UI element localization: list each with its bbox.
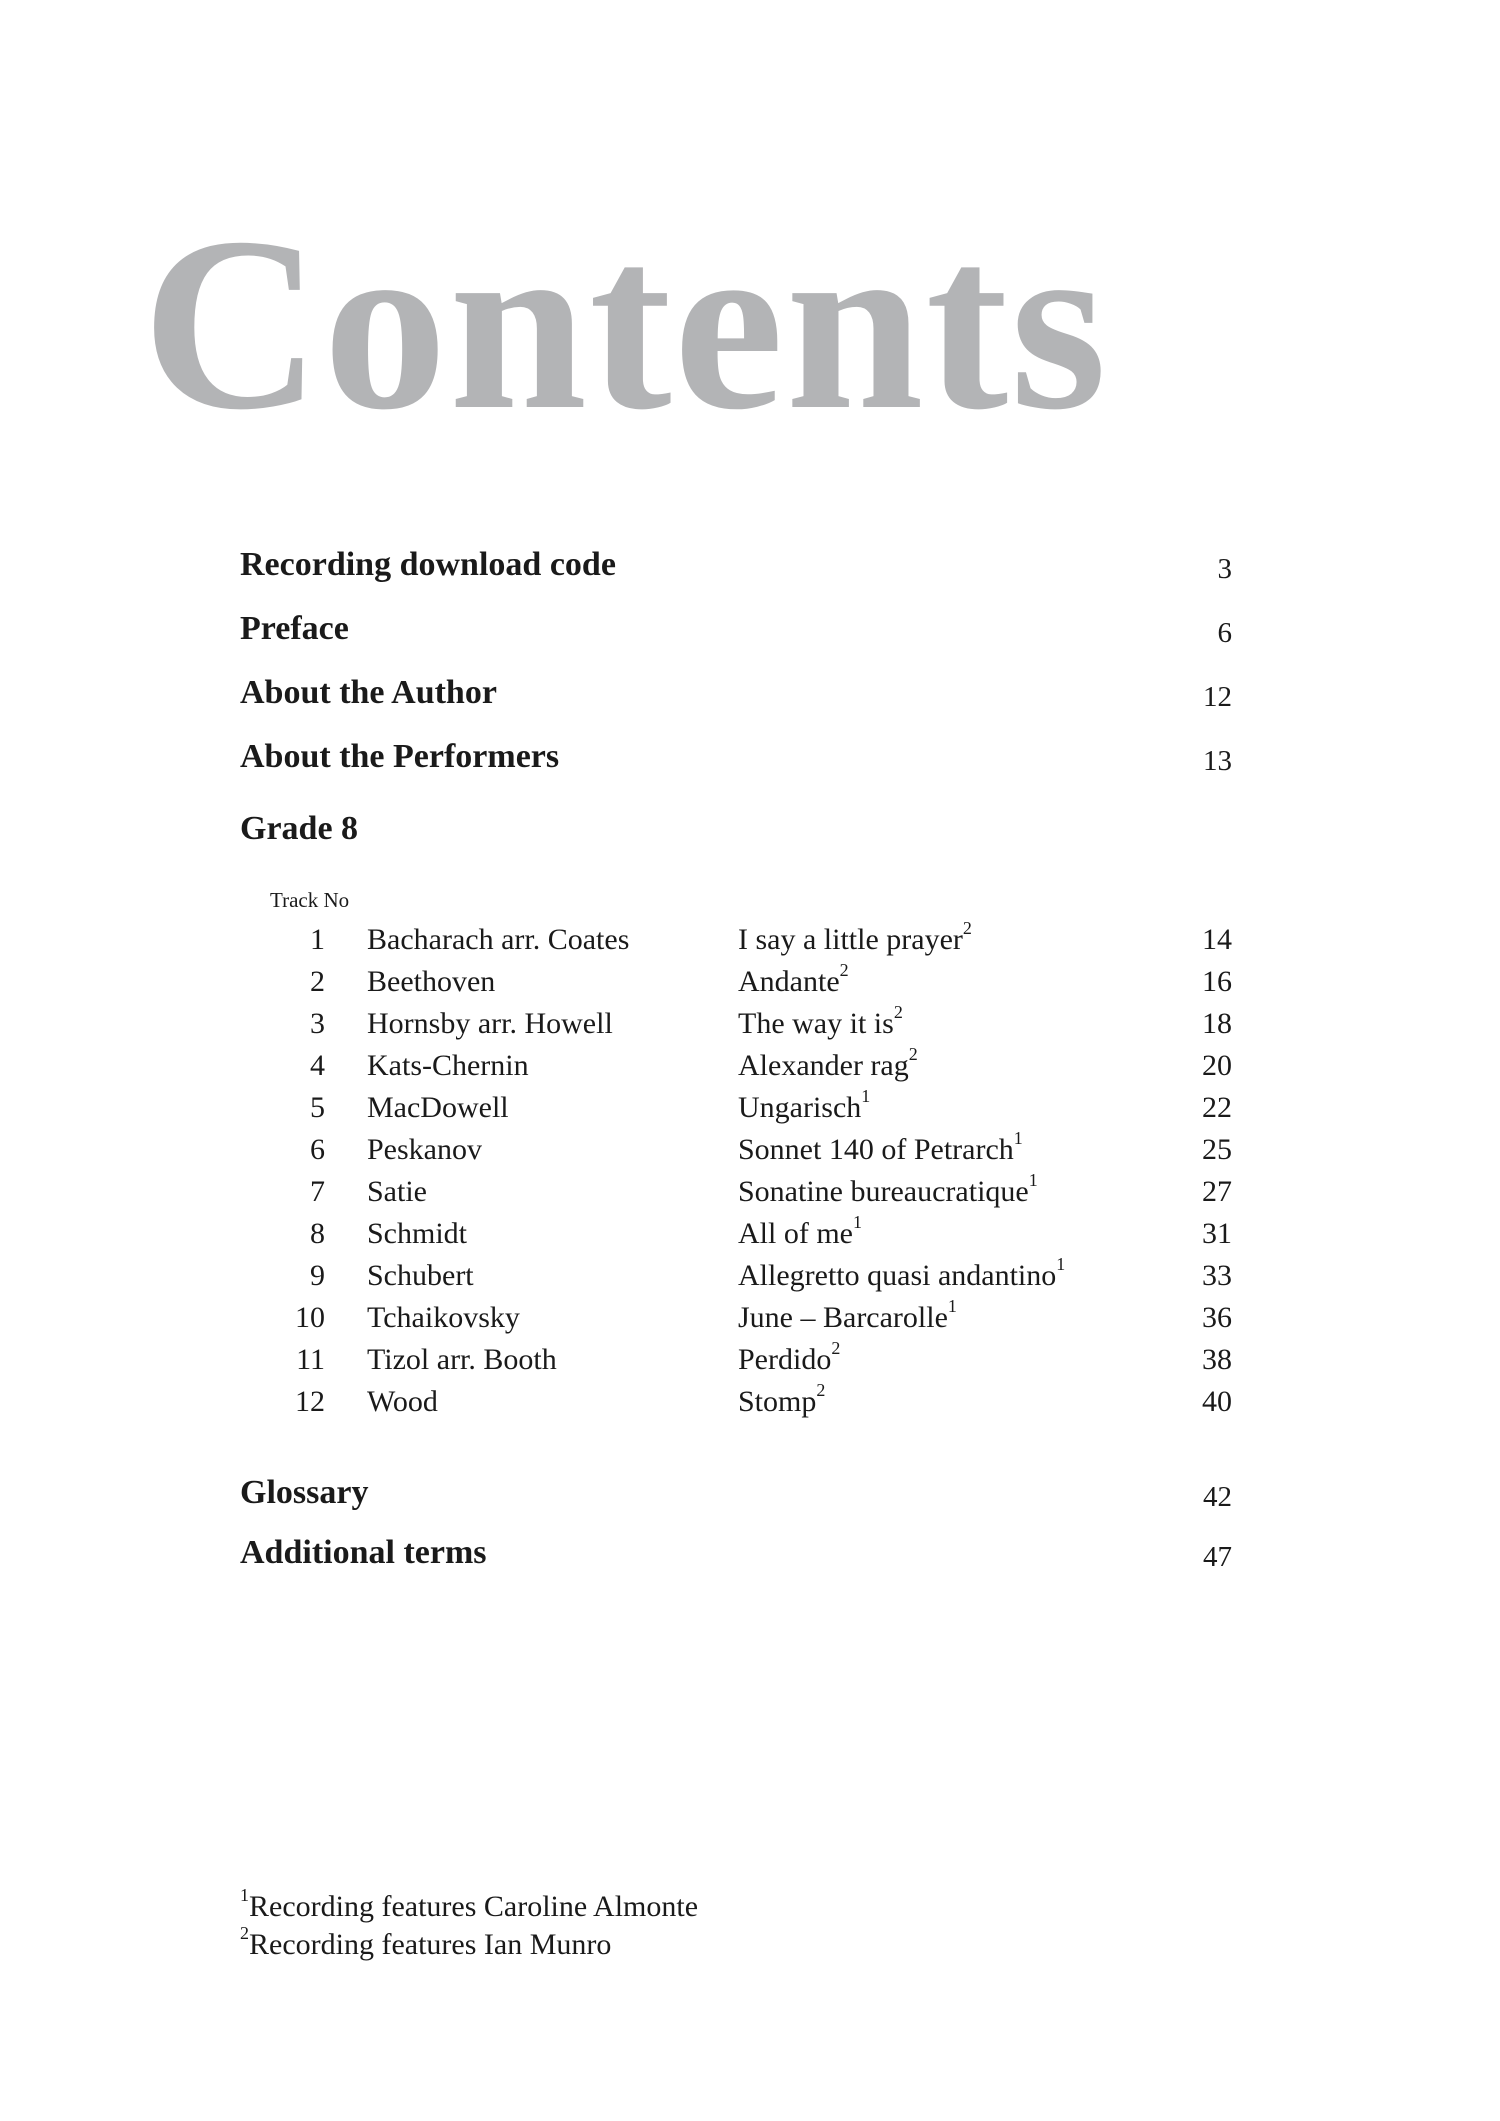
track-piece: [738, 1214, 862, 1254]
track-piece: [738, 1046, 918, 1086]
track-composer: Bacharach arr. Coates: [367, 923, 630, 956]
track-piece: [738, 1340, 840, 1380]
track-composer: Schubert: [367, 1259, 474, 1292]
track-piece-title: Sonatine bureaucratique: [738, 1175, 1029, 1208]
track-page: 36: [1202, 1301, 1232, 1334]
toc-entry-label: Glossary: [240, 1474, 369, 1511]
track-number: 7: [310, 1175, 325, 1208]
track-row[interactable]: [240, 1340, 1232, 1380]
toc-entry-page: 13: [1203, 745, 1232, 777]
track-row[interactable]: [240, 962, 1232, 1002]
track-number: 3: [310, 1007, 325, 1040]
track-composer: Hornsby arr. Howell: [367, 1007, 613, 1040]
toc-entry-additional-terms[interactable]: [240, 1528, 1232, 1578]
track-composer: Wood: [367, 1385, 438, 1418]
track-number: 10: [295, 1301, 325, 1334]
track-piece-title: I say a little prayer: [738, 923, 963, 956]
track-page: 31: [1202, 1217, 1232, 1250]
track-composer: Tizol arr. Booth: [367, 1343, 557, 1376]
toc-entry-page: 12: [1203, 681, 1232, 713]
footnote-marker: 1: [1013, 1128, 1023, 1148]
track-row[interactable]: [240, 1214, 1232, 1254]
toc-entry-page: 6: [1217, 617, 1232, 649]
track-number: 12: [295, 1385, 325, 1418]
track-row[interactable]: [240, 1046, 1232, 1086]
track-page: 16: [1202, 965, 1232, 998]
track-piece: [738, 1256, 1065, 1296]
track-page: 14: [1202, 923, 1232, 956]
track-number: 2: [310, 965, 325, 998]
footnote-marker: 2: [908, 1044, 918, 1064]
track-number: 9: [310, 1259, 325, 1292]
track-row[interactable]: [240, 1382, 1232, 1422]
track-row[interactable]: [240, 1298, 1232, 1338]
footnotes: [240, 1885, 699, 1964]
track-row[interactable]: [240, 1004, 1232, 1044]
footnote-marker: 1: [1028, 1170, 1038, 1190]
track-piece-title: Stomp: [738, 1385, 817, 1418]
track-piece-title: Alexander rag: [738, 1049, 909, 1082]
grade-heading: [240, 804, 1232, 854]
track-piece: [738, 1382, 825, 1422]
track-piece-title: Andante: [738, 965, 840, 998]
track-page: 38: [1202, 1343, 1232, 1376]
footnote-marker: 2: [839, 960, 849, 980]
track-page: 18: [1202, 1007, 1232, 1040]
track-composer: Peskanov: [367, 1133, 482, 1166]
track-piece: [738, 1004, 903, 1044]
track-piece-title: The way it is: [738, 1007, 894, 1040]
toc-entry-label: Preface: [240, 610, 349, 647]
track-piece-title: June – Barcarolle: [738, 1301, 948, 1334]
track-number: 5: [310, 1091, 325, 1124]
track-row[interactable]: [240, 1130, 1232, 1170]
track-composer: MacDowell: [367, 1091, 509, 1124]
track-piece: [738, 1172, 1038, 1212]
track-piece-title: Sonnet 140 of Petrarch: [738, 1133, 1014, 1166]
footnote-marker: 1: [1056, 1254, 1066, 1274]
footnote-marker: 2: [831, 1338, 841, 1358]
grade-heading-label: Grade 8: [240, 810, 359, 847]
toc-entry-page: 3: [1217, 553, 1232, 585]
track-page: 20: [1202, 1049, 1232, 1082]
footnote-marker: 1: [852, 1212, 862, 1232]
track-number: 11: [296, 1343, 325, 1376]
footnote: [240, 1923, 698, 1964]
track-row[interactable]: [240, 920, 1232, 960]
footnote-text: Recording features Caroline Almonte: [249, 1890, 699, 1923]
footnote: [240, 1885, 699, 1926]
track-composer: Tchaikovsky: [367, 1301, 520, 1334]
track-page: 25: [1202, 1133, 1232, 1166]
track-page: 27: [1202, 1175, 1232, 1208]
track-page: 22: [1202, 1091, 1232, 1124]
toc-entry-page: 47: [1203, 1541, 1232, 1573]
toc-entry-about-the-author[interactable]: [240, 668, 1232, 718]
track-piece: [738, 962, 849, 1002]
track-page: 33: [1202, 1259, 1232, 1292]
track-piece-title: Allegretto quasi andantino: [738, 1259, 1057, 1292]
track-page: 40: [1202, 1385, 1232, 1418]
track-number: 1: [310, 923, 325, 956]
toc-entry-about-the-performers[interactable]: [240, 732, 1232, 782]
footnote-marker: 1: [861, 1086, 871, 1106]
track-composer: Satie: [367, 1175, 427, 1208]
toc-entry-label: Additional terms: [240, 1534, 487, 1571]
track-piece-title: Ungarisch: [738, 1091, 862, 1124]
track-composer: Kats-Chernin: [367, 1049, 529, 1082]
track-row[interactable]: [240, 1172, 1232, 1212]
track-piece: [738, 1298, 957, 1338]
track-piece-title: All of me: [738, 1217, 853, 1250]
toc-entry-preface[interactable]: [240, 604, 1232, 654]
page-title: Contents: [142, 186, 1109, 461]
track-piece: [738, 920, 972, 960]
toc-entry-label: About the Author: [240, 674, 497, 711]
toc-entry-label: Recording download code: [240, 546, 616, 583]
toc-entry-glossary[interactable]: [240, 1468, 1232, 1518]
footnote-marker: 1: [947, 1296, 957, 1316]
footnote-marker: 2: [893, 1002, 903, 1022]
toc-entry-recording-download-code[interactable]: [240, 540, 1232, 590]
footnote-marker: 2: [962, 918, 972, 938]
track-piece: [738, 1130, 1023, 1170]
footnote-mark: 2: [240, 1923, 249, 1943]
track-composer: Schmidt: [367, 1217, 468, 1250]
track-number: 6: [310, 1133, 325, 1166]
track-piece: [738, 1088, 870, 1128]
track-number: 8: [310, 1217, 325, 1250]
track-row[interactable]: [240, 1088, 1232, 1128]
track-composer: Beethoven: [367, 965, 496, 998]
track-number-header: Track No: [270, 888, 350, 912]
footnote-text: Recording features Ian Munro: [249, 1928, 612, 1961]
toc-entry-label: About the Performers: [240, 738, 560, 775]
track-piece-title: Perdido: [738, 1343, 832, 1376]
footnote-marker: 2: [816, 1380, 826, 1400]
footnote-mark: 1: [240, 1885, 249, 1905]
track-row[interactable]: [240, 1256, 1232, 1296]
toc-entry-page: 42: [1203, 1481, 1232, 1513]
track-number: 4: [310, 1049, 325, 1082]
